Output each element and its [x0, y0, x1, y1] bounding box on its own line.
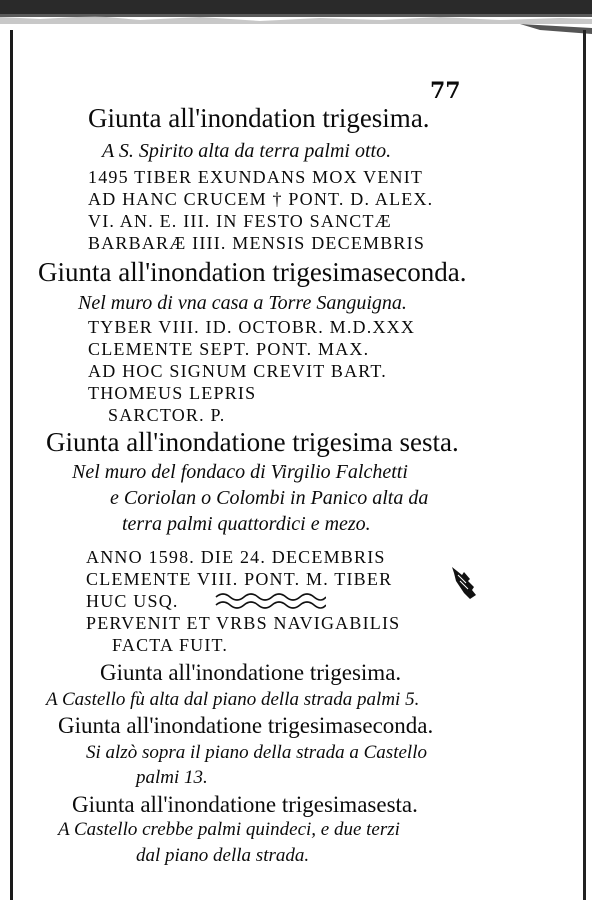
page-left-edge: [10, 30, 13, 900]
section-heading: Giunta all'inondatione trigesimaseconda.: [58, 713, 434, 738]
inscription-line: THOMEUS LEPRIS: [88, 383, 257, 403]
section-caption: A Castello fù alta dal piano della strada palmi 5.: [46, 689, 420, 710]
section-heading: Giunta all'inondation trigesima.: [88, 103, 430, 133]
page-right-edge: [583, 30, 586, 900]
inscription-line: AD HOC SIGNUM CREVIT BART.: [88, 361, 387, 381]
page-number: 77: [430, 78, 461, 104]
section-caption: A S. Spirito alta da terra palmi otto.: [102, 140, 392, 162]
inscription-line: PERVENIT ET VRBS NAVIGABILIS: [86, 613, 401, 633]
section-heading: Giunta all'inondatione trigesimasesta.: [72, 792, 418, 817]
section-caption: A Castello crebbe palmi quindeci, e due terzi: [58, 819, 400, 840]
water-level-waves-icon: [214, 591, 326, 613]
torn-top-edge: [0, 0, 592, 40]
section-heading: Giunta all'inondatione trigesima sesta.: [46, 427, 459, 457]
section-caption: e Coriolan o Colombi in Panico alta da: [110, 487, 429, 509]
inscription-line: 1495 TIBER EXUNDANS MOX VENIT: [88, 167, 424, 187]
section-heading: Giunta all'inondation trigesimaseconda.: [38, 257, 467, 287]
section-caption: Nel muro di vna casa a Torre Sanguigna.: [78, 292, 407, 314]
inscription-line: TYBER VIII. ID. OCTOBR. M.D.XXX: [88, 317, 416, 337]
inscription-line: ANNO 1598. DIE 24. DECEMBRIS: [86, 547, 386, 567]
inscription-line: VI. AN. E. III. IN FESTO SANCTÆ: [88, 211, 392, 231]
inscription-line: SARCTOR. P.: [108, 405, 226, 425]
section-caption: terra palmi quattordici e mezo.: [122, 513, 371, 535]
section-caption: dal piano della strada.: [136, 845, 310, 866]
section-caption: palmi 13.: [136, 767, 208, 788]
section-heading: Giunta all'inondatione trigesima.: [100, 660, 402, 685]
inscription-line: HUC USQ.: [86, 591, 179, 611]
pointing-hand-icon: [448, 563, 480, 603]
inscription-line: AD HANC CRUCEM † PONT. D. ALEX.: [88, 189, 434, 209]
inscription-line: BARBARÆ IIII. MENSIS DECEMBRIS: [88, 233, 426, 253]
inscription-line: CLEMENTE SEPT. PONT. MAX.: [88, 339, 370, 359]
section-caption: Si alzò sopra il piano della strada a Castello: [86, 742, 427, 763]
inscription-line: FACTA FUIT.: [112, 635, 229, 655]
inscription-line: CLEMENTE VIII. PONT. M. TIBER: [86, 569, 393, 589]
section-caption: Nel muro del fondaco di Virgilio Falchetti: [72, 461, 408, 483]
